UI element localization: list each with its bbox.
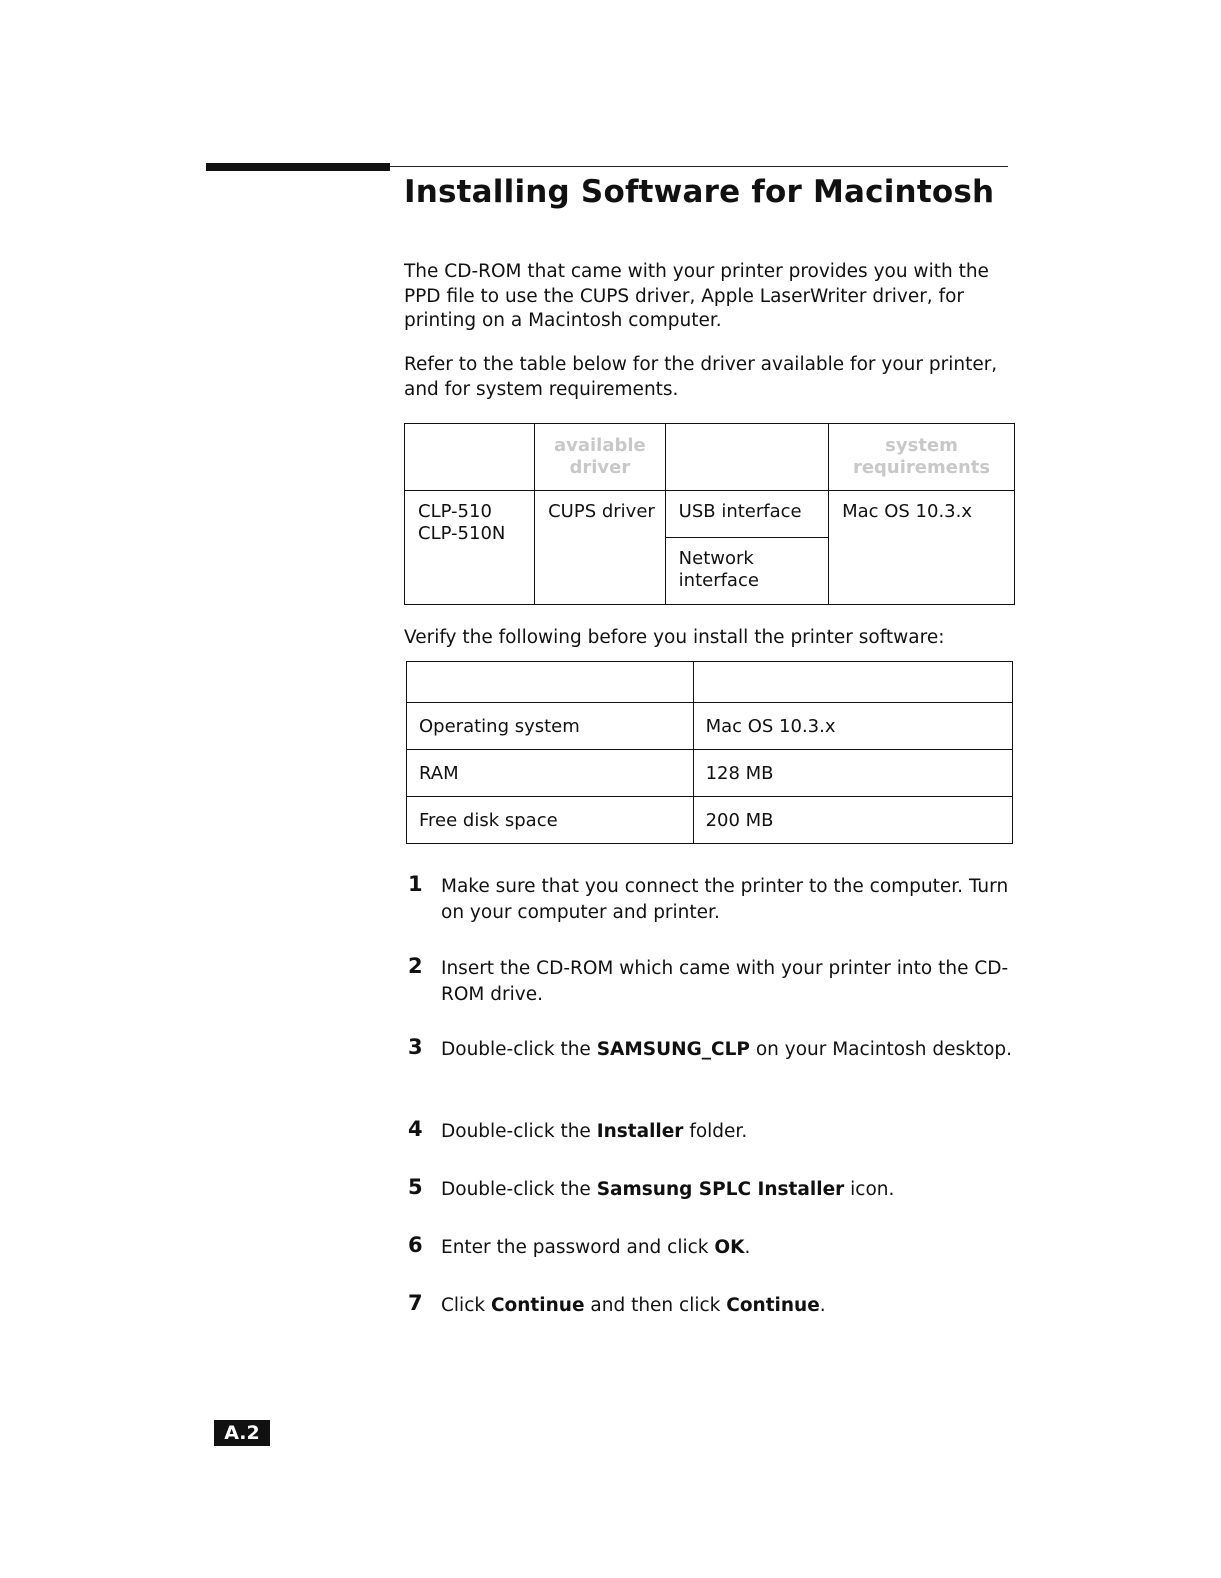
- intro-paragraph: The CD-ROM that came with your printer provides you with the PPD file to use the CUPS driver, Apple LaserWriter driver, for printing on a Macintosh computer.: [404, 261, 989, 331]
- step-number: 3: [408, 1035, 423, 1059]
- step-text: Double-click the Samsung SPLC Installer icon.: [441, 1179, 895, 1200]
- step-number: 5: [408, 1175, 423, 1199]
- table-row: [407, 703, 1013, 750]
- step-number: 1: [408, 872, 423, 896]
- header-cell-value: [693, 662, 1012, 703]
- table-row: [407, 750, 1013, 797]
- requirements-table-header: [407, 662, 1013, 703]
- header-rule-thick: [206, 163, 390, 171]
- table-row: [405, 491, 1015, 538]
- step-text: Insert the CD-ROM which came with your printer into the CD-ROM drive.: [441, 958, 1009, 1005]
- requirements-table: [406, 661, 1013, 844]
- req-item: RAM: [407, 750, 694, 797]
- step-text: Double-click the SAMSUNG_CLP on your Macintosh desktop.: [441, 1039, 1013, 1060]
- req-value: Mac OS 10.3.x: [693, 703, 1012, 750]
- req-value: 128 MB: [693, 750, 1012, 797]
- model-cell: CLP-510 CLP-510N: [405, 491, 535, 605]
- interface-cell-network: Network interface: [665, 538, 828, 605]
- req-item: Operating system: [407, 703, 694, 750]
- page-title: Installing Software for Macintosh: [404, 174, 995, 210]
- header-cell-item: [407, 662, 694, 703]
- refer-paragraph: Refer to the table below for the driver available for your printer, and for system requirements.: [404, 354, 998, 400]
- step-number: 7: [408, 1291, 423, 1315]
- step-text: Enter the password and click OK.: [441, 1237, 751, 1258]
- driver-cell: CUPS driver: [535, 491, 666, 605]
- driver-table: [404, 423, 1015, 605]
- verify-paragraph: Verify the following before you install the printer software:: [404, 627, 945, 648]
- requirements-cell: Mac OS 10.3.x: [829, 491, 1015, 605]
- header-cell-driver: available driver: [535, 424, 666, 491]
- step-text: Make sure that you connect the printer to the computer. Turn on your computer and printer.: [441, 876, 1009, 923]
- step-text: Click Continue and then click Continue.: [441, 1295, 826, 1316]
- req-item: Free disk space: [407, 797, 694, 844]
- step-number: 2: [408, 954, 423, 978]
- interface-cell-usb: USB interface: [665, 491, 828, 538]
- table-row: [407, 797, 1013, 844]
- step-text: Double-click the Installer folder.: [441, 1121, 748, 1142]
- header-rule-thin: [390, 166, 1008, 167]
- header-cell-model: [405, 424, 535, 491]
- header-cell-interface: [665, 424, 828, 491]
- page-number-badge: A.2: [214, 1420, 270, 1446]
- header-cell-requirements: system requirements: [829, 424, 1015, 491]
- step-number: 6: [408, 1233, 423, 1257]
- step-number: 4: [408, 1117, 423, 1141]
- driver-table-header: [405, 424, 1015, 491]
- req-value: 200 MB: [693, 797, 1012, 844]
